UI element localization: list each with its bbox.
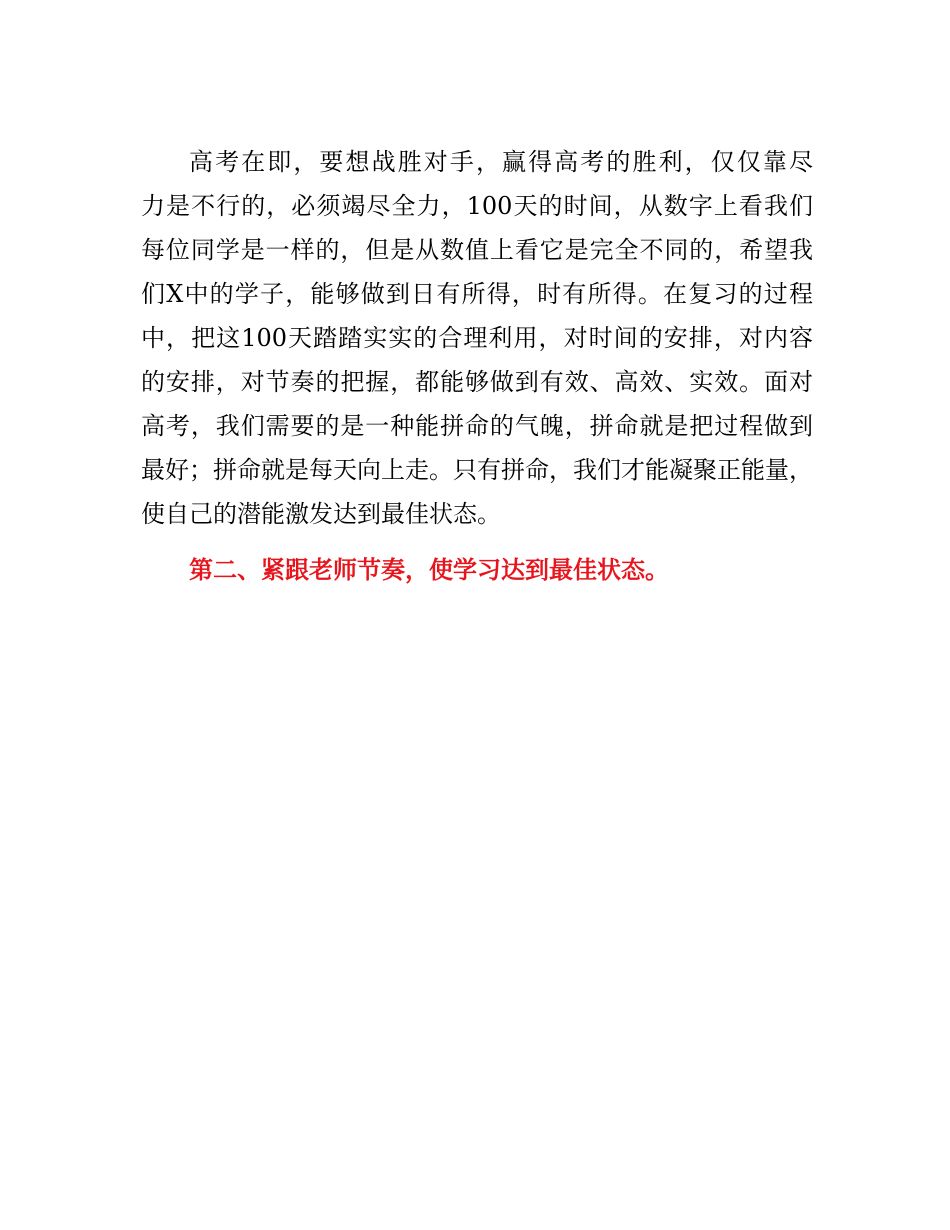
paragraph-line: 使自己的潜能激发达到最佳状态。 [141, 500, 501, 528]
body-paragraph [141, 140, 813, 536]
paragraph-line: 高考在即，要想战胜对手，赢得高考的胜利，仅仅靠尽 [189, 148, 813, 176]
paragraph-line: 中，把这100天踏踏实实的合理利用，对时间的安排，对内容 [141, 324, 813, 352]
section-heading: 第二、紧跟老师节奏，使学习达到最佳状态。 [189, 556, 669, 584]
paragraph-line: 们X中的学子，能够做到日有所得，时有所得。在复习的过程 [141, 280, 813, 308]
paragraph-line: 的安排，对节奏的把握，都能够做到有效、高效、实效。面对 [141, 368, 813, 396]
paragraph-line: 每位同学是一样的，但是从数值上看它是完全不同的，希望我 [141, 236, 813, 264]
paragraph-line: 力是不行的，必须竭尽全力，100天的时间，从数字上看我们 [141, 192, 813, 220]
paragraph-line: 高考，我们需要的是一种能拼命的气魄，拼命就是把过程做到 [141, 412, 813, 440]
paragraph-line: 最好；拼命就是每天向上走。只有拼命，我们才能凝聚正能量， [141, 456, 813, 484]
